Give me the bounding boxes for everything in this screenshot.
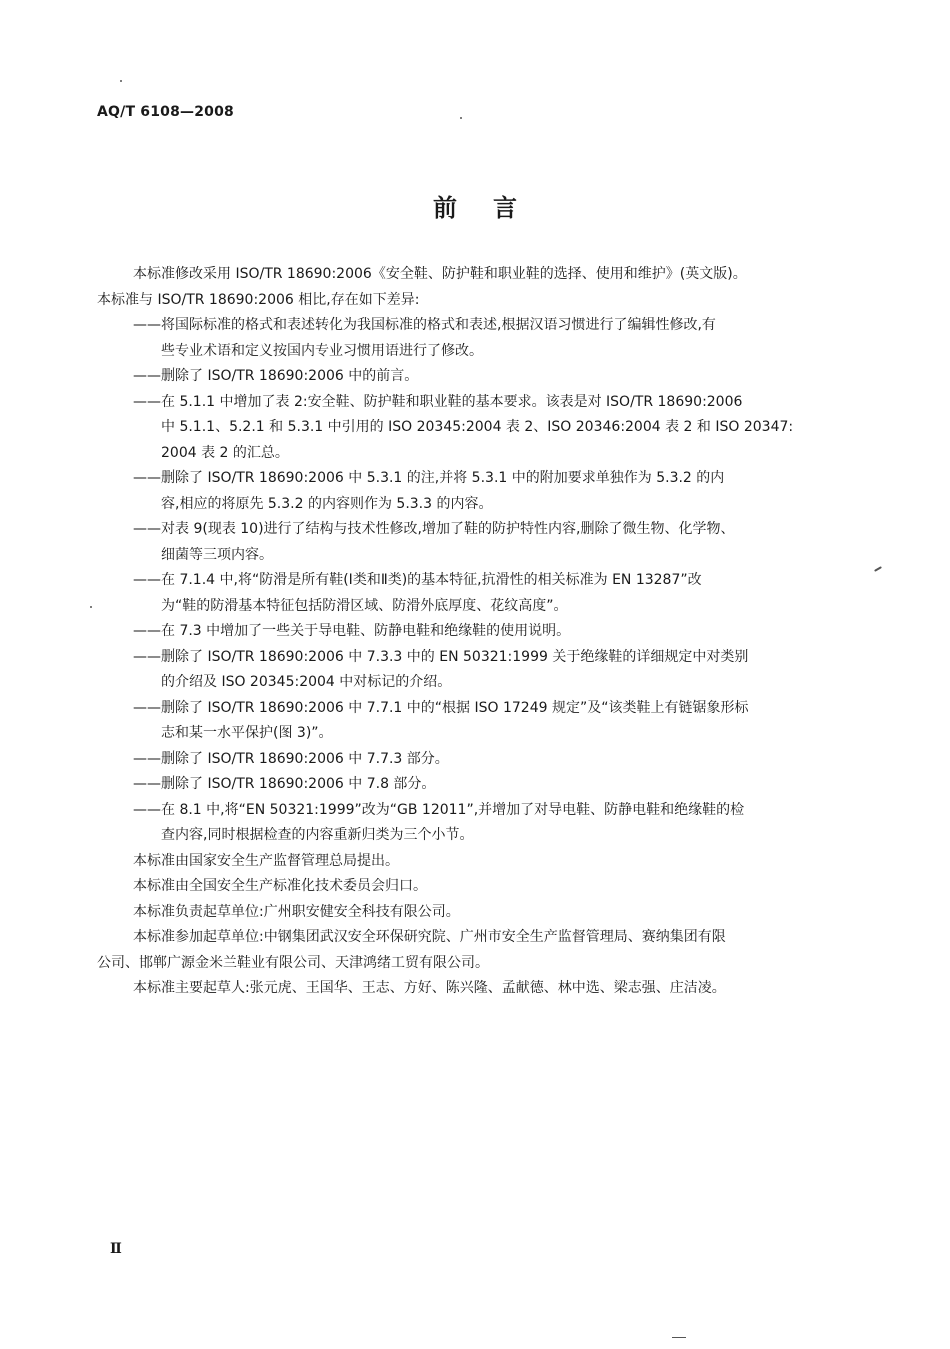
paragraph-line: 本标准修改采用 ISO/TR 18690:2006《安全鞋、防护鞋和职业鞋的选择、使用和维护》(英文版)。 xyxy=(133,266,747,282)
paragraph-line: 公司、邯郸广源金米兰鞋业有限公司、天津鸿绪工贸有限公司。 xyxy=(97,954,489,971)
list-item-line: ——删除了 ISO/TR 18690:2006 中 7.7.3 部分。 xyxy=(133,750,449,767)
paragraph-line: 本标准主要起草人:张元虎、王国华、王志、方好、陈兴隆、孟献德、林中选、梁志强、庄洁凌。 xyxy=(133,980,726,996)
list-item-line: 查内容,同时根据检查的内容重新归类为三个小节。 xyxy=(161,827,474,843)
list-item-line: ——在 7.1.4 中,将“防滑是所有鞋(Ⅰ类和Ⅱ类)的基本特征,抗滑性的相关标准为 EN 13287”改 xyxy=(133,572,702,588)
standard-code: AQ/T 6108—2008 xyxy=(97,104,235,120)
page-number: Ⅱ xyxy=(110,1241,122,1257)
scan-speck xyxy=(460,117,462,119)
paragraph-line: 本标准负责起草单位:广州职安健安全科技有限公司。 xyxy=(133,903,460,920)
paragraph-line: 本标准与 ISO/TR 18690:2006 相比,存在如下差异: xyxy=(97,291,420,308)
list-item-line: ——对表 9(现表 10)进行了结构与技术性修改,增加了鞋的防护特性内容,删除了微生物、化学物、 xyxy=(133,521,735,537)
paragraph-line: 本标准由全国安全生产标准化技术委员会归口。 xyxy=(133,878,427,894)
foreword-body xyxy=(97,262,845,1002)
scan-speck xyxy=(672,1337,686,1338)
list-item-line: 些专业术语和定义按国内专业习惯用语进行了修改。 xyxy=(161,342,483,359)
list-item-line: 志和某一水平保护(图 3)”。 xyxy=(161,725,333,741)
paragraph-line: 本标准由国家安全生产监督管理总局提出。 xyxy=(133,852,399,869)
list-item-line: ——删除了 ISO/TR 18690:2006 中 7.8 部分。 xyxy=(133,776,436,792)
list-item-line: ——在 5.1.1 中增加了表 2:安全鞋、防护鞋和职业鞋的基本要求。该表是对 ISO/TR 18690:2006 xyxy=(133,393,743,410)
list-item-line: ——将国际标准的格式和表述转化为我国标准的格式和表述,根据汉语习惯进行了编辑性修改,有 xyxy=(133,317,716,333)
list-item-line: 中 5.1.1、5.2.1 和 5.3.1 中引用的 ISO 20345:2004 表 2、ISO 20346:2004 表 2 和 ISO 20347: xyxy=(161,419,794,435)
scan-speck xyxy=(874,566,882,572)
list-item-line: ——删除了 ISO/TR 18690:2006 中 7.7.1 中的“根据 ISO 17249 规定”及“该类鞋上有链锯象形标 xyxy=(133,699,749,716)
list-item-line: 为“鞋的防滑基本特征包括防滑区域、防滑外底厚度、花纹高度”。 xyxy=(161,597,568,614)
list-item-line: ——删除了 ISO/TR 18690:2006 中 5.3.1 的注,并将 5.3.1 中的附加要求单独作为 5.3.2 的内 xyxy=(133,470,725,486)
list-item-line: ——删除了 ISO/TR 18690:2006 中的前言。 xyxy=(133,368,419,384)
scan-speck xyxy=(90,606,92,608)
list-item-line: ——在 7.3 中增加了一些关于导电鞋、防静电鞋和绝缘鞋的使用说明。 xyxy=(133,623,571,639)
page-title: 前言 xyxy=(433,194,553,222)
list-item-line: 的介绍及 ISO 20345:2004 中对标记的介绍。 xyxy=(161,674,452,690)
list-item-line: 细菌等三项内容。 xyxy=(161,546,273,563)
list-item-line: 2004 表 2 的汇总。 xyxy=(161,444,289,461)
paragraph-line: 本标准参加起草单位:中钢集团武汉安全环保研究院、广州市安全生产监督管理局、赛纳集团有限 xyxy=(133,929,726,945)
list-item-line: ——删除了 ISO/TR 18690:2006 中 7.3.3 中的 EN 50321:1999 关于绝缘鞋的详细规定中对类别 xyxy=(133,648,749,665)
list-item-line: 容,相应的将原先 5.3.2 的内容则作为 5.3.3 的内容。 xyxy=(161,495,493,512)
list-item-line: ——在 8.1 中,将“EN 50321:1999”改为“GB 12011”,并增加了对导电鞋、防静电鞋和绝缘鞋的检 xyxy=(133,801,745,818)
scan-speck xyxy=(120,80,122,82)
